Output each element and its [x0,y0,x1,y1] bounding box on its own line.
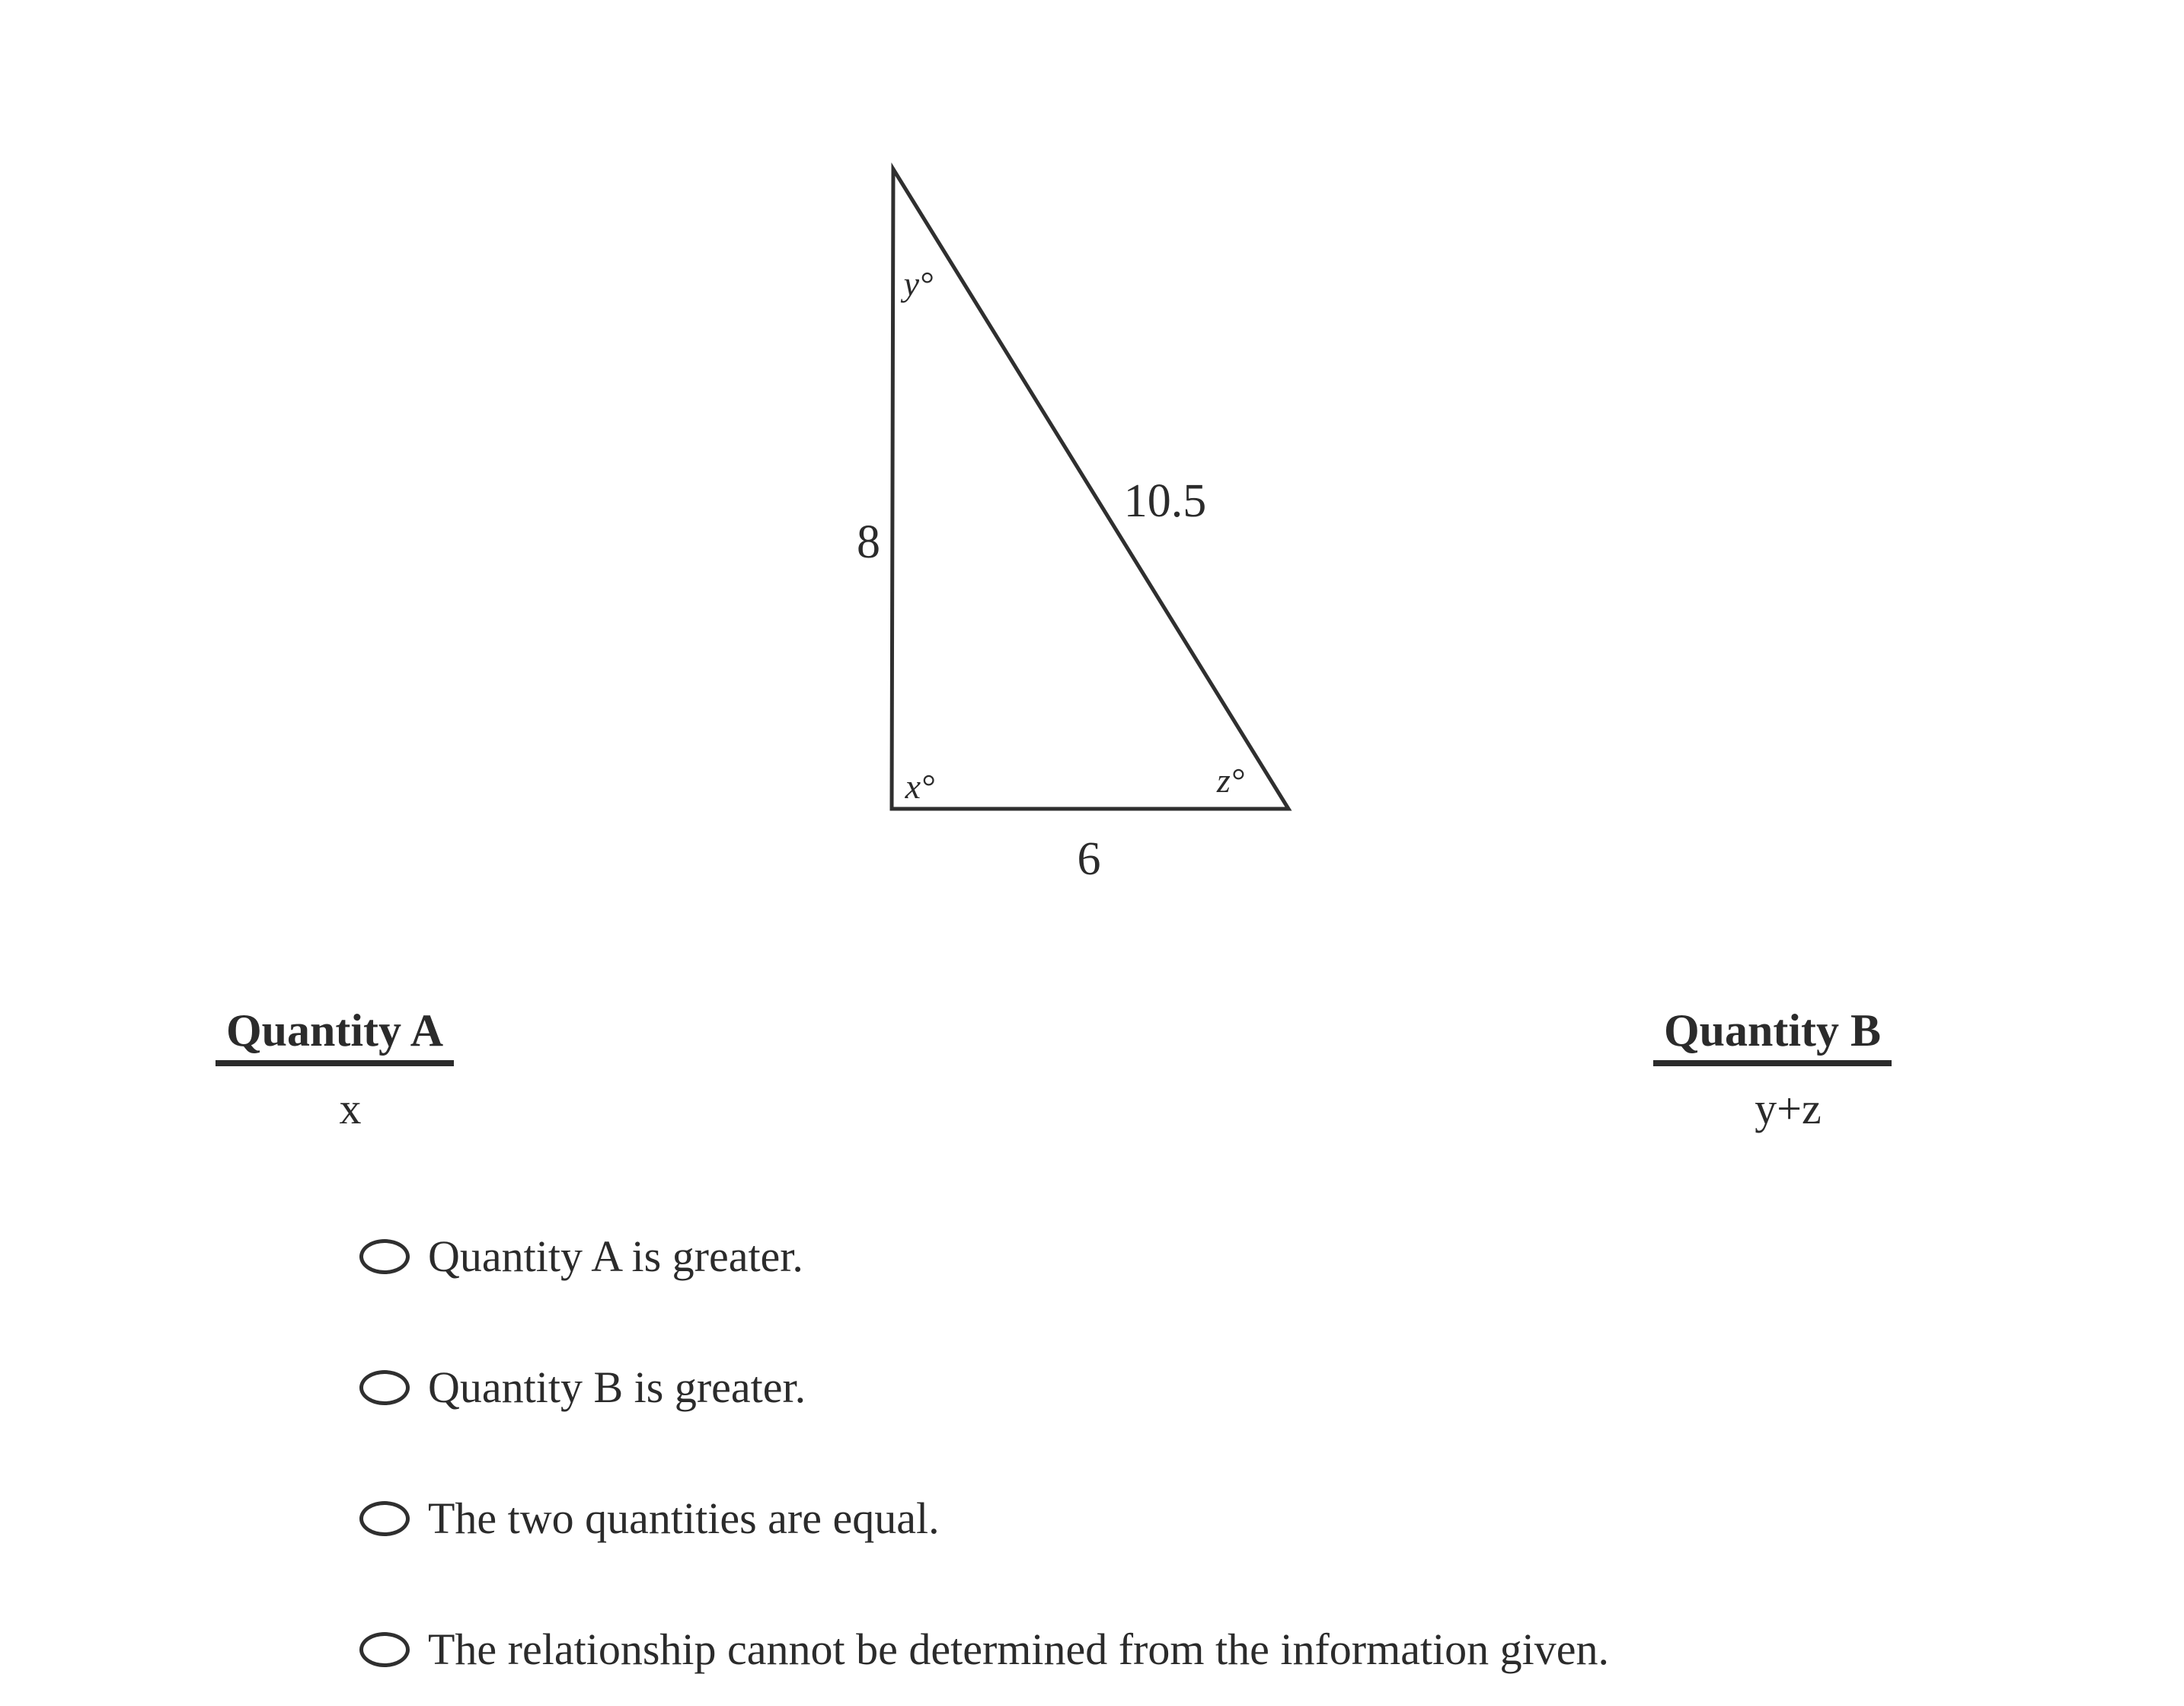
option-radio[interactable] [359,1501,410,1536]
answer-option-quantity-a-greater[interactable] [359,1229,803,1284]
option-label: Quantity A is greater. [428,1232,803,1281]
triangle-figure [807,137,1386,914]
option-radio[interactable] [359,1632,410,1667]
side-label-left: 8 [857,516,880,568]
angle-label-top: y° [903,264,934,303]
option-radio[interactable] [359,1370,410,1405]
answer-option-quantity-b-greater[interactable] [359,1360,806,1415]
quantity-b-heading [1653,1005,1892,1066]
quantity-b-value: y+z [1755,1084,1822,1133]
quantity-a-heading [216,1005,454,1066]
option-radio[interactable] [359,1239,410,1274]
quantity-a-value: x [339,1084,362,1133]
angle-label-bottom-right: z° [1216,761,1245,800]
angle-label-bottom-left: x° [905,767,935,806]
answer-option-cannot-determine[interactable] [359,1622,1609,1677]
option-label: The two quantities are equal. [428,1494,940,1543]
option-label: Quantity B is greater. [428,1363,806,1412]
answer-option-equal[interactable] [359,1491,940,1546]
triangle-outline [892,169,1288,809]
quantity-b-heading-text: Quantity B [1653,1005,1892,1066]
side-label-hypotenuse: 10.5 [1123,475,1207,527]
quantity-a-heading-text: Quantity A [216,1005,454,1066]
side-label-bottom: 6 [1077,833,1101,885]
option-label: The relationship cannot be determined from the information given. [428,1625,1610,1674]
